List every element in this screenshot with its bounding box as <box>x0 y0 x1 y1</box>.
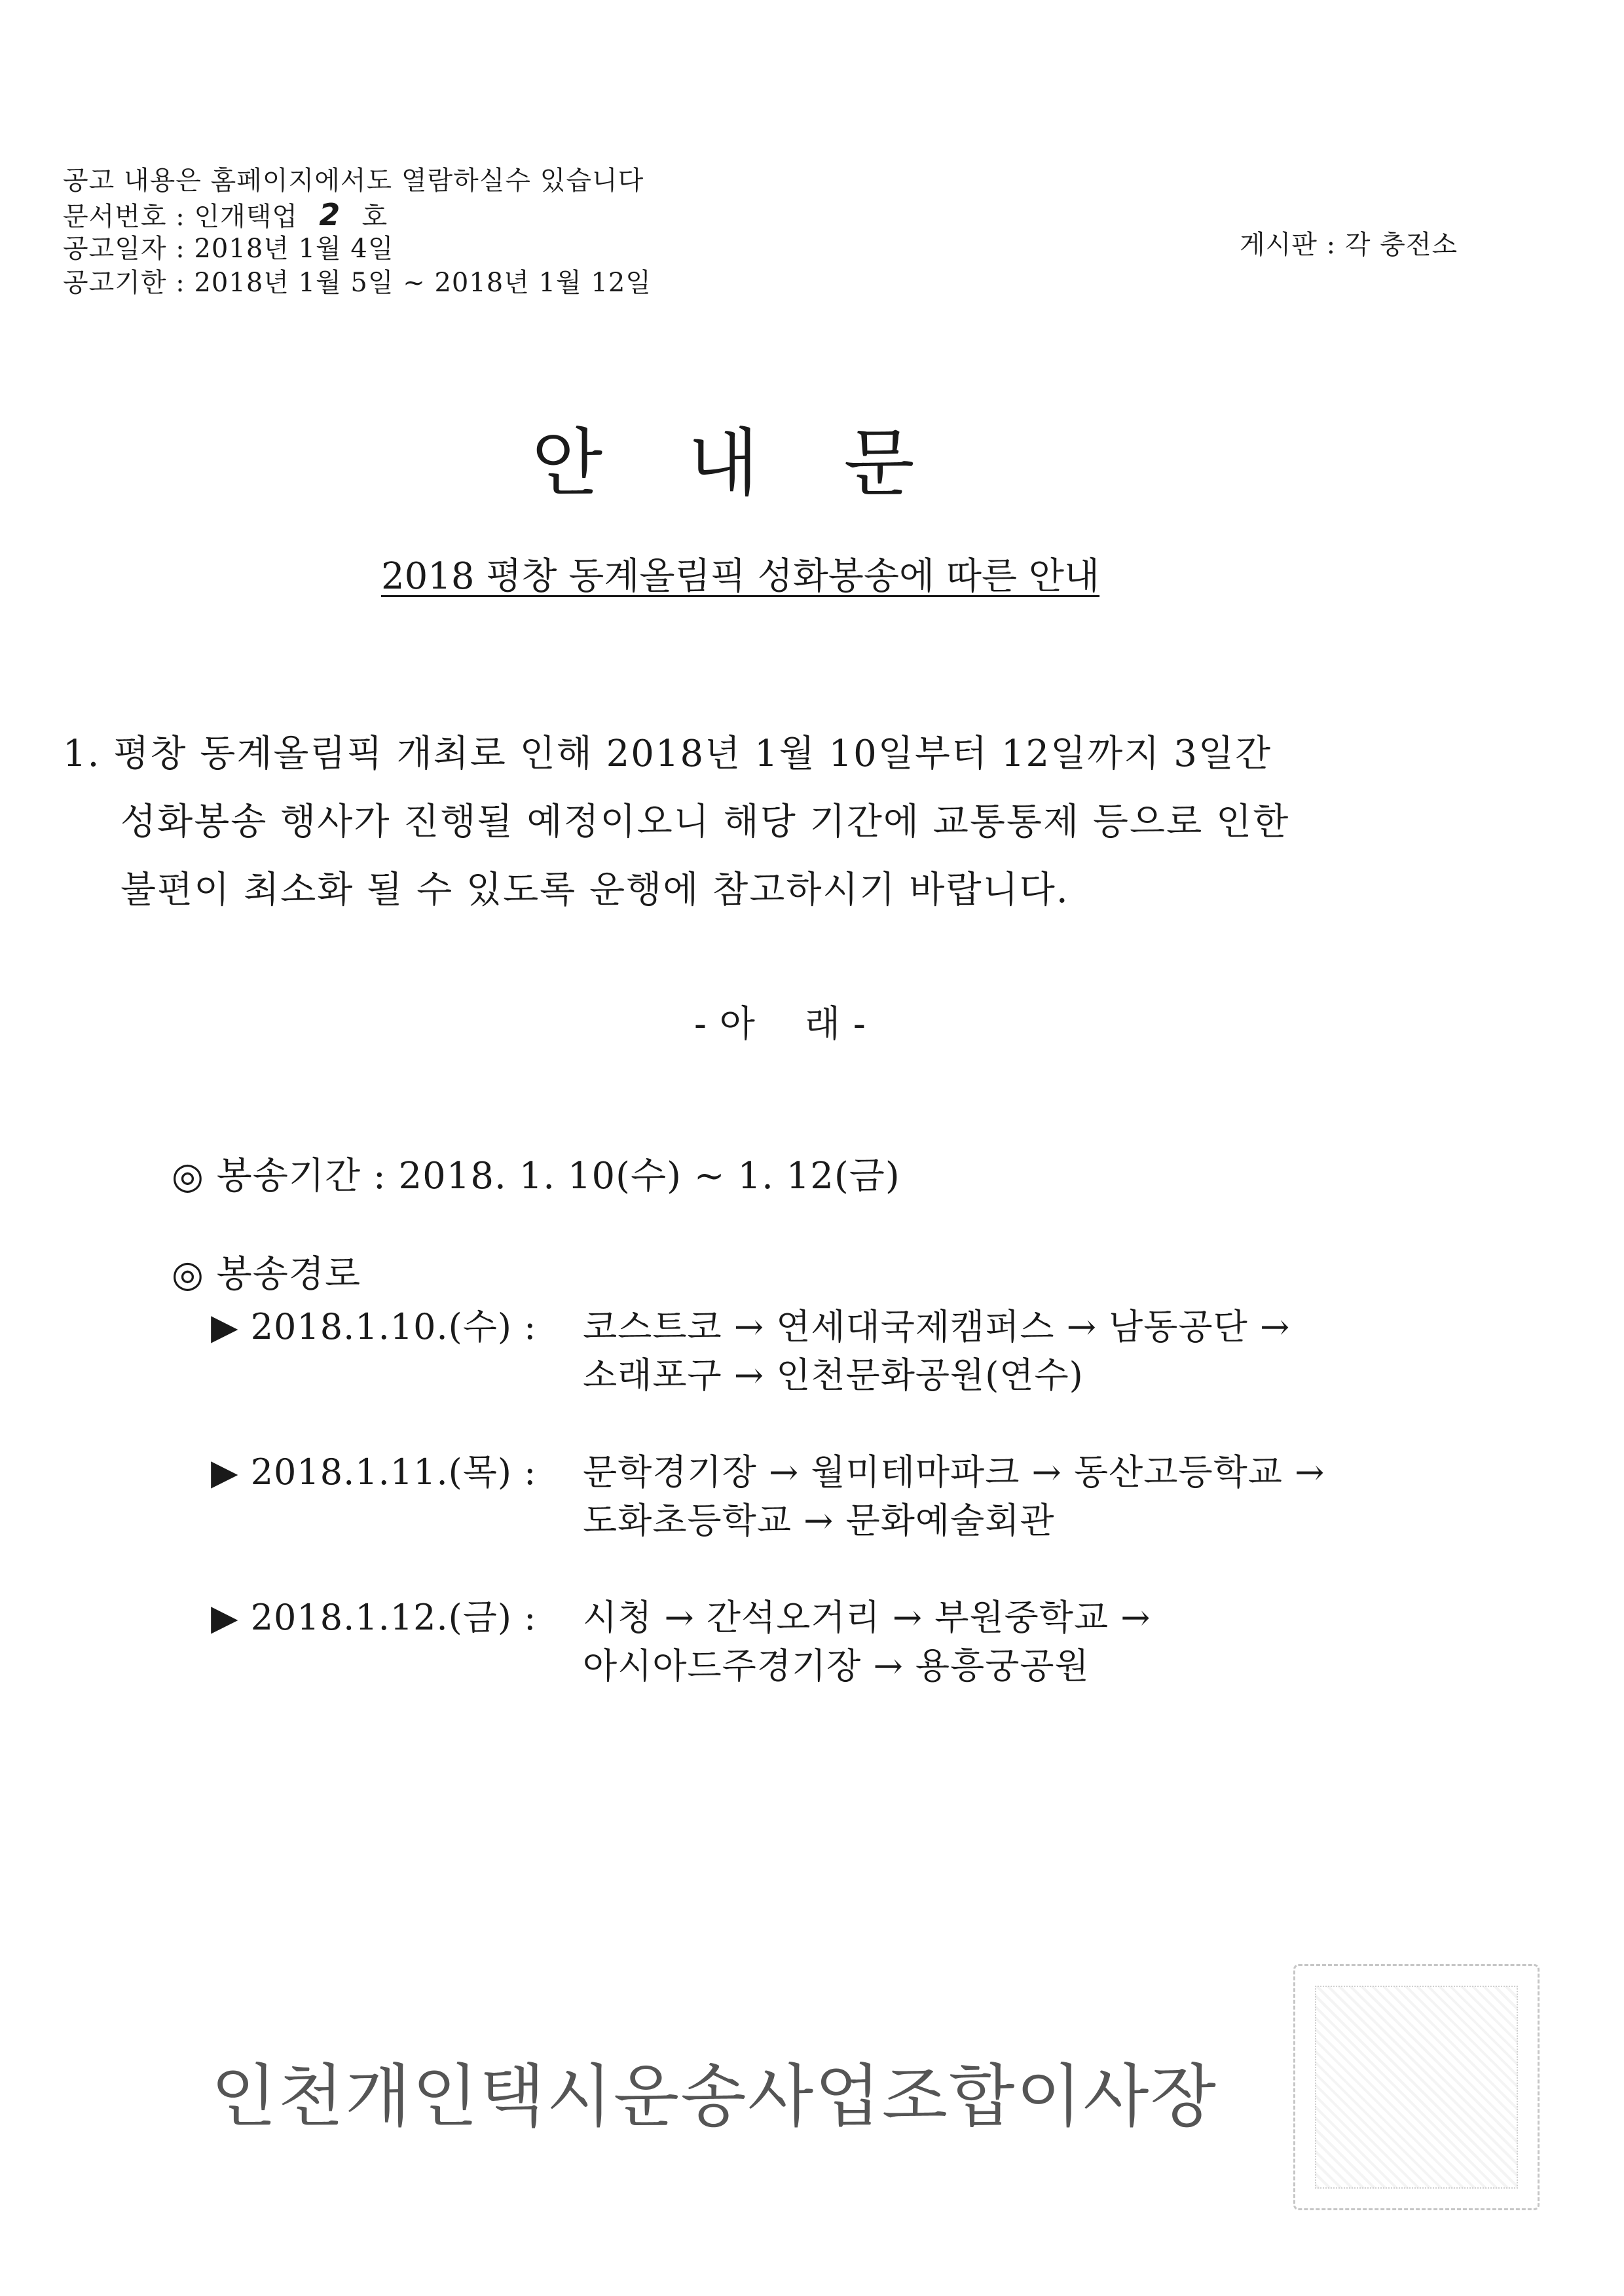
page-subtitle: 2018 평창 동계올림픽 성화봉송에 따른 안내 <box>381 555 1100 598</box>
route-line-2: 소래포구 → 인천문화공원(연수) <box>583 1355 1084 1396</box>
paragraph-line-3: 불편이 최소화 될 수 있도록 운행에 참고하시기 바랍니다. <box>120 869 1069 911</box>
notice-line: 공고 내용은 홈페이지에서도 열람하실수 있습니다 <box>63 166 644 196</box>
doc-number-line <box>63 199 388 232</box>
route-line-1: 코스트코 → 연세대국제캠퍼스 → 남동공단 → <box>583 1306 1291 1347</box>
route-day-3 <box>211 1594 1151 1690</box>
signer-name: 인천개인택시운송사업조합이사장 <box>211 2056 1217 2136</box>
route-line-2: 도화초등학교 → 문화예술회관 <box>583 1500 1055 1541</box>
route-line-2: 아시아드주경기장 → 용흥궁공원 <box>583 1645 1090 1686</box>
route-date: ▶ 2018.1.10.(수) : <box>211 1306 537 1347</box>
paragraph-line-2: 성화봉송 행사가 진행될 예정이오니 해당 기간에 교통통제 등으로 인한 <box>120 801 1290 843</box>
doc-number-label: 문서번호 : 인개택업 <box>63 202 299 232</box>
posting-period: 공고기한 : 2018년 1월 5일 ~ 2018년 1월 12일 <box>63 268 652 298</box>
route-line-1: 시청 → 간석오거리 → 부원중학교 → <box>583 1597 1151 1638</box>
posting-date: 공고일자 : 2018년 1월 4일 <box>63 234 394 264</box>
route-day-1 <box>211 1303 1290 1400</box>
below-heading: - 아 래 - <box>694 1003 866 1046</box>
route-date: ▶ 2018.1.11.(목) : <box>211 1451 537 1493</box>
official-seal-stamp <box>1293 1964 1540 2210</box>
torch-relay-route-heading: ◎ 봉송경로 <box>172 1253 361 1296</box>
bulletin-board: 게시판 : 각 충전소 <box>1240 230 1458 260</box>
doc-number-handwritten: 2 <box>319 197 341 232</box>
route-day-2 <box>211 1448 1325 1545</box>
route-date: ▶ 2018.1.12.(금) : <box>211 1597 537 1638</box>
paragraph-line-1: 1. 평창 동계올림픽 개최로 인해 2018년 1월 10일부터 12일까지 3일간 <box>63 733 1272 775</box>
doc-number-suffix: 호 <box>361 202 388 232</box>
route-line-1: 문학경기장 → 월미테마파크 → 동산고등학교 → <box>583 1451 1325 1493</box>
torch-relay-period: ◎ 봉송기간 : 2018. 1. 10(수) ~ 1. 12(금) <box>172 1155 900 1197</box>
page-title: 안내문 <box>532 421 1000 506</box>
